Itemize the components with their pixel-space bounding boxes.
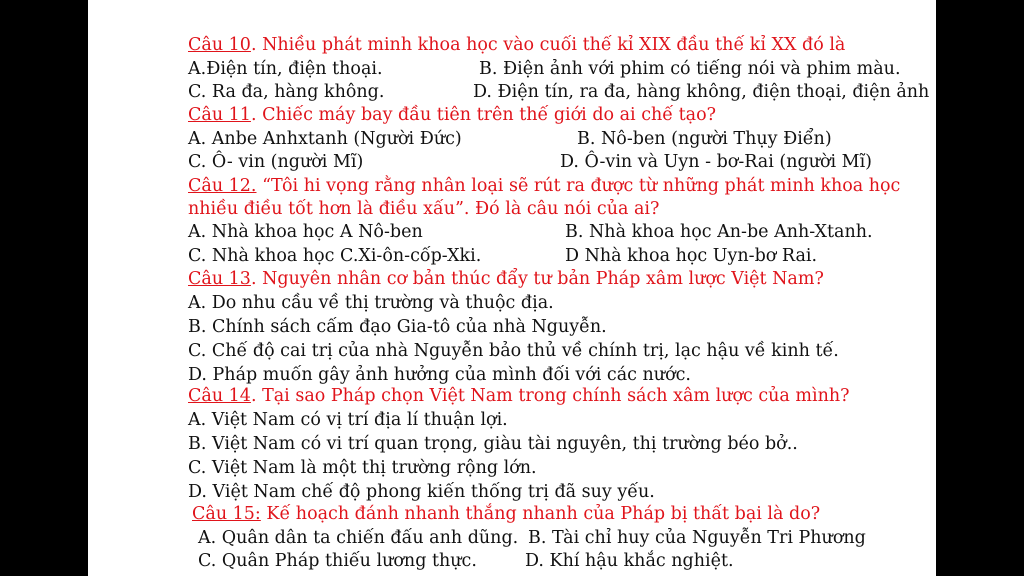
question-10-option-d: D. Điện tín, ra đa, hàng không, điện thoại, điện ảnh xyxy=(473,82,930,102)
question-number: Câu 14 xyxy=(188,386,251,406)
question-number: Câu 10 xyxy=(188,35,251,55)
question-10-stem: Câu 10. Nhiều phát minh khoa học vào cuối thế kỉ XIX đầu thế kỉ XX đó là xyxy=(188,35,846,55)
question-10-option-b: B. Điện ảnh với phim có tiếng nói và phim màu. xyxy=(479,59,901,79)
question-14-stem: Câu 14. Tại sao Pháp chọn Việt Nam trong chính sách xâm lược của mình? xyxy=(188,386,850,406)
question-12-option-d: D Nhà khoa học Uyn-bơ Rai. xyxy=(565,246,818,266)
question-12-option-c: C. Nhà khoa học C.Xi-ôn-cốp-Xki. xyxy=(188,246,482,266)
question-text: “Tôi hi vọng rằng nhân loại sẽ rút ra được từ những phát minh khoa học xyxy=(256,176,901,196)
question-14-option-b: B. Việt Nam có vi trí quan trọng, giàu tài nguyên, thị trường béo bở.. xyxy=(188,434,798,454)
question-15-option-a: A. Quân dân ta chiến đấu anh dũng. xyxy=(198,528,519,548)
question-14-option-c: C. Việt Nam là một thị trường rộng lớn. xyxy=(188,458,537,478)
question-number: Câu 13 xyxy=(188,269,251,289)
question-11-option-a: A. Anbe Anhxtanh (Người Đức) xyxy=(188,129,462,149)
question-text: Chiếc máy bay đầu tiên trên thế giới do ai chế tạo? xyxy=(256,105,717,125)
question-number: Câu 11 xyxy=(188,105,251,125)
question-15-option-b: B. Tài chỉ huy của Nguyễn Tri Phương xyxy=(528,528,866,548)
document-page xyxy=(88,0,936,576)
question-12-stem-line1 xyxy=(188,175,900,197)
question-13-stem: Câu 13. Nguyên nhân cơ bản thúc đẩy tư bản Pháp xâm lược Việt Nam? xyxy=(188,269,824,289)
question-13-option-d: D. Pháp muốn gây ảnh hưởng của mình đối với các nước. xyxy=(188,365,691,385)
question-13-option-c: C. Chế độ cai trị của nhà Nguyễn bảo thủ về chính trị, lạc hậu về kinh tế. xyxy=(188,341,839,361)
question-text: Tại sao Pháp chọn Việt Nam trong chính sách xâm lược của mình? xyxy=(256,386,850,406)
question-number: Câu 15: xyxy=(192,504,261,524)
question-14-option-a: A. Việt Nam có vị trí địa lí thuận lợi. xyxy=(188,410,508,430)
question-text: Nhiều phát minh khoa học vào cuối thế kỉ XIX đầu thế kỉ XX đó là xyxy=(256,35,846,55)
question-12-stem-line2: nhiều điều tốt hơn là điều xấu”. Đó là câu nói của ai? xyxy=(188,199,660,219)
question-12-option-b: B. Nhà khoa học An-be Anh-Xtanh. xyxy=(565,222,873,242)
question-13-option-b: B. Chính sách cấm đạo Gia-tô của nhà Nguyễn. xyxy=(188,317,607,337)
question-15-option-c: C. Quân Pháp thiếu lương thực. xyxy=(198,551,477,571)
question-10-option-a: A.Điện tín, điện thoại. xyxy=(188,59,383,79)
question-11-option-b: B. Nô-ben (người Thụy Điển) xyxy=(577,129,832,149)
question-10-option-c: C. Ra đa, hàng không. xyxy=(188,82,385,102)
question-13-option-a: A. Do nhu cầu về thị trường và thuộc địa. xyxy=(188,293,554,313)
question-11-option-c: C. Ô- vin (người Mĩ) xyxy=(188,152,364,172)
question-11-option-d: D. Ô-vin và Uyn - bơ-Rai (người Mĩ) xyxy=(560,152,873,172)
question-number: Câu 12. xyxy=(188,176,257,196)
question-15-stem xyxy=(192,503,820,525)
question-15-option-d: D. Khí hậu khắc nghiệt. xyxy=(525,551,734,571)
question-12-option-a: A. Nhà khoa học A Nô-ben xyxy=(188,222,423,242)
question-14-option-d: D. Việt Nam chế độ phong kiến thống trị đã suy yếu. xyxy=(188,482,655,502)
question-text: Nguyên nhân cơ bản thúc đẩy tư bản Pháp xâm lược Việt Nam? xyxy=(256,269,824,289)
question-11-stem: Câu 11. Chiếc máy bay đầu tiên trên thế giới do ai chế tạo? xyxy=(188,105,717,125)
question-text: Kế hoạch đánh nhanh thắng nhanh của Pháp bị thất bại là do? xyxy=(260,504,821,524)
